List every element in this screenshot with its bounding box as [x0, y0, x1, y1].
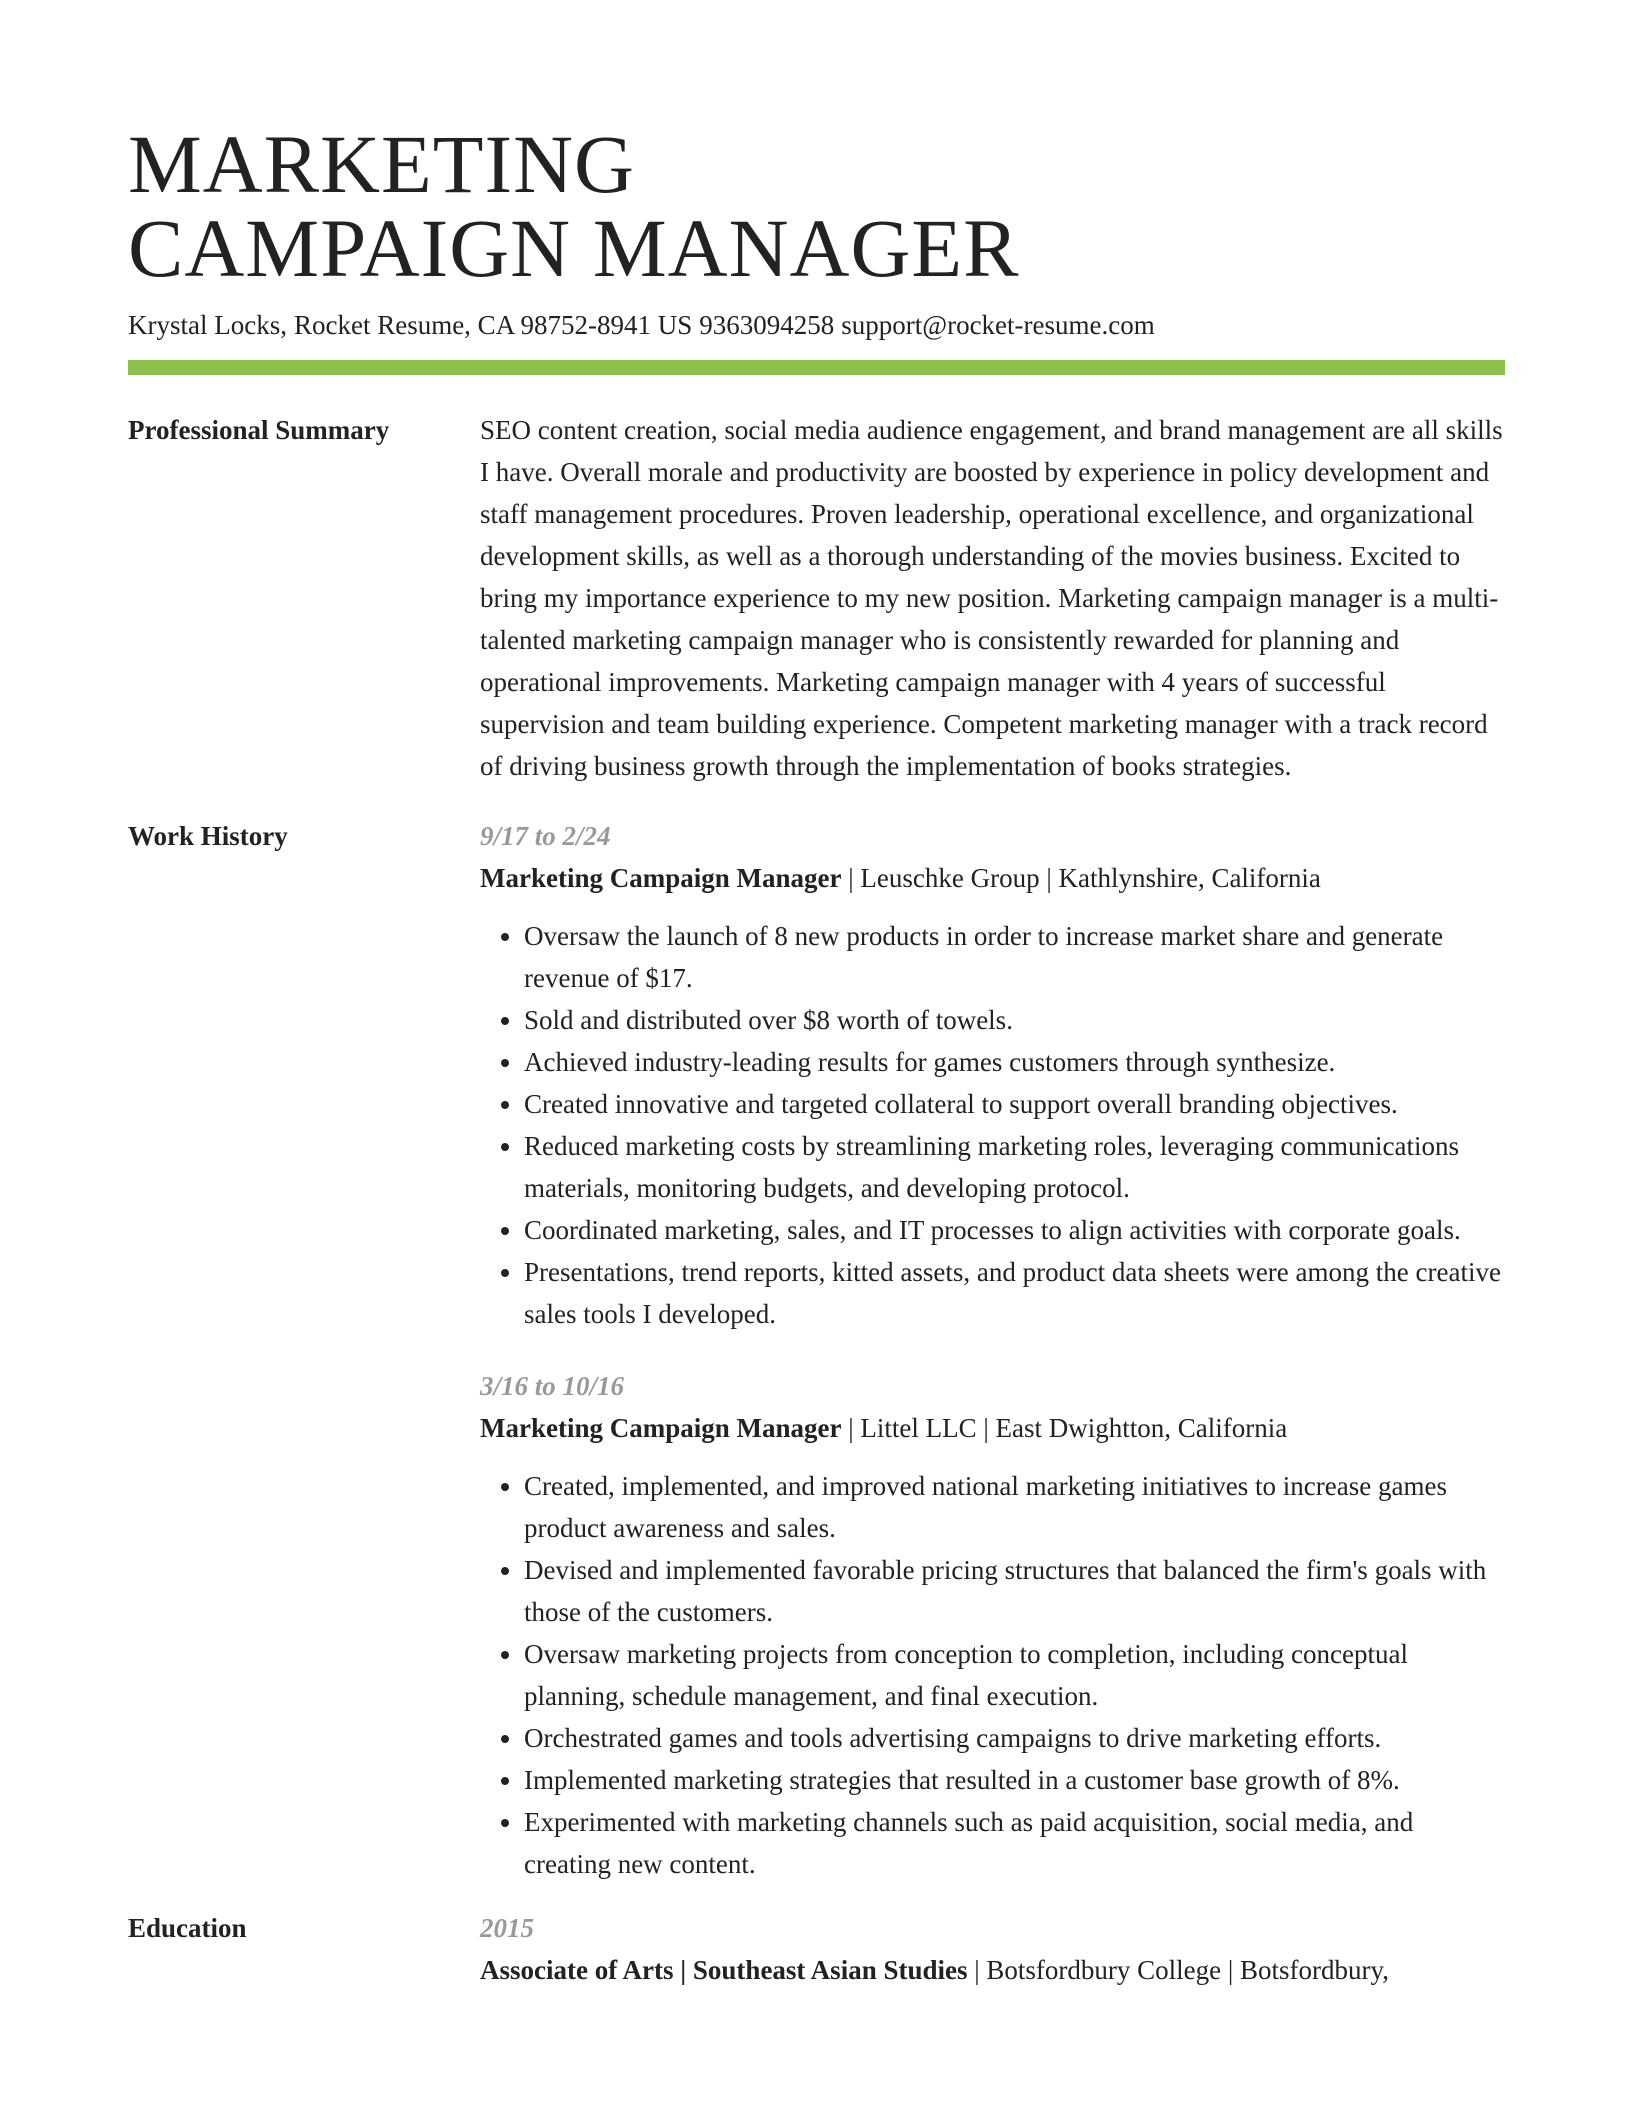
- list-item: • Created, implemented, and improved national marketing initiatives to increase games product awareness and sales.: [524, 1465, 1505, 1549]
- job-title: Marketing Campaign Manager: [480, 1413, 842, 1443]
- list-item: • Implemented marketing strategies that resulted in a customer base growth of 8%.: [524, 1759, 1505, 1801]
- education-heading-line: [480, 1949, 1505, 1991]
- list-item: • Experimented with marketing channels such as paid acquisition, social media, and creating new content.: [524, 1801, 1505, 1885]
- job-dates: 3/16 to 10/16: [480, 1371, 625, 1401]
- job-bullets: [480, 1465, 1505, 1885]
- contact-line: [128, 308, 1505, 342]
- work-history-section: [128, 815, 1505, 1885]
- resume-title: [128, 118, 1505, 294]
- list-item: • Devised and implemented favorable pricing structures that balanced the firm's goals with those of the customers.: [524, 1549, 1505, 1633]
- job-heading: [480, 1407, 1505, 1449]
- education-body: [480, 1907, 1505, 1991]
- job-entry: [480, 815, 1505, 1335]
- job-heading: [480, 857, 1505, 899]
- summary-text: SEO content creation, social media audience engagement, and brand management are all skills I have. Overall morale and productivity are boosted by experience in policy development and staff management procedures. Proven leadership, operational excellence, and organizational development skills, as well as a thorough understanding of the movies business. Excited to bring my importance experience to my new position. Marketing campaign manager is a multi-talented marketing campaign manager who is consistently rewarded for planning and operational improvements. Marketing campaign manager with 4 years of successful supervision and team building experience. Competent marketing manager with a track record of driving business growth through the implementation of books strategies.: [480, 415, 1503, 781]
- summary-body: [480, 409, 1505, 787]
- contact-address: Rocket Resume, CA 98752-8941 US: [293, 310, 693, 340]
- work-history-body: [480, 815, 1505, 1885]
- list-item: • Sold and distributed over $8 worth of towels.: [524, 999, 1505, 1041]
- contact-phone: 9363094258: [699, 310, 835, 340]
- list-item: • Oversaw the launch of 8 new products in order to increase market share and generate revenue of $17.: [524, 915, 1505, 999]
- work-history-heading: Work History: [128, 821, 288, 851]
- list-item: • Orchestrated games and tools advertising campaigns to drive marketing efforts.: [524, 1717, 1505, 1759]
- list-item: • Coordinated marketing, sales, and IT processes to align activities with corporate goals.: [524, 1209, 1505, 1251]
- education-heading: Education: [128, 1913, 247, 1943]
- contact-name: Krystal Locks,: [128, 310, 287, 340]
- job-bullets: [480, 915, 1505, 1335]
- job-details: | Leuschke Group | Kathlynshire, California: [841, 863, 1321, 893]
- list-item: • Presentations, trend reports, kitted assets, and product data sheets were among the creative sales tools I developed.: [524, 1251, 1505, 1335]
- education-year: 2015: [480, 1913, 534, 1943]
- summary-section: [128, 409, 1505, 787]
- header-divider: [128, 360, 1505, 375]
- list-item: • Created innovative and targeted collateral to support overall branding objectives.: [524, 1083, 1505, 1125]
- list-item: • Reduced marketing costs by streamlining marketing roles, leveraging communications materials, monitoring budgets, and developing protocol.: [524, 1125, 1505, 1209]
- education-section: [128, 1907, 1505, 1991]
- education-details: | Botsfordbury College | Botsfordbury,: [967, 1955, 1390, 1985]
- job-title: Marketing Campaign Manager: [480, 863, 842, 893]
- summary-heading: Professional Summary: [128, 415, 390, 445]
- list-item: • Oversaw marketing projects from conception to completion, including conceptual planning, schedule management, and final execution.: [524, 1633, 1505, 1717]
- job-entry: [480, 1365, 1505, 1885]
- title-line-1: MARKETING: [128, 118, 635, 210]
- list-item: • Achieved industry-leading results for games customers through synthesize.: [524, 1041, 1505, 1083]
- degree-title: Associate of Arts | Southeast Asian Studies: [480, 1955, 968, 1985]
- job-dates: 9/17 to 2/24: [480, 821, 611, 851]
- contact-email: support@rocket-resume.com: [841, 310, 1155, 340]
- job-details: | Littel LLC | East Dwightton, California: [841, 1413, 1288, 1443]
- title-line-2: CAMPAIGN MANAGER: [128, 202, 1020, 294]
